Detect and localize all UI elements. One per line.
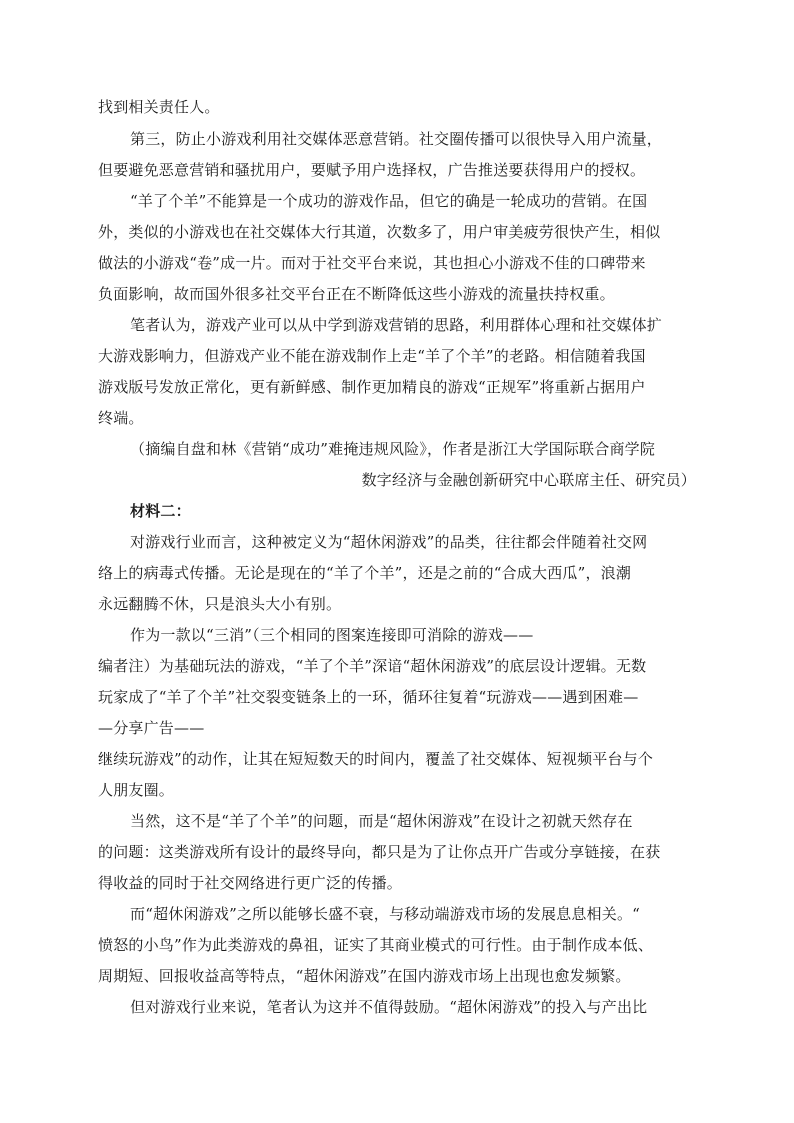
citation-line: 数字经济与金融创新研究中心联席主任、研究员） bbox=[361, 471, 696, 489]
text-line: 终端。 bbox=[98, 409, 144, 427]
text-line: 游戏版号发放正常化，更有新鲜感、制作更加精良的游戏“正规军”将重新占据用户 bbox=[98, 378, 646, 396]
text-line: 编者注）为基础玩法的游戏，“羊了个羊”深谙“超休闲游戏”的底层设计逻辑。无数 bbox=[98, 657, 647, 675]
text-line: 第三，防止小游戏利用社交媒体恶意营销。社交圈传播可以很快导入用户流量， bbox=[130, 130, 663, 148]
text-line: 做法的小游戏“卷”成一片。而对于社交平台来说，其也担心小游戏不佳的口碑带来 bbox=[98, 254, 646, 272]
text-line: 负面影响，故而国外很多社交平台正在不断降低这些小游戏的流量扶持权重。 bbox=[98, 285, 615, 303]
text-line: 笔者认为，游戏产业可以从中学到游戏营销的思路，利用群体心理和社交媒体扩 bbox=[130, 316, 663, 334]
text-line: 玩家成了“羊了个羊”社交裂变链条上的一环，循环往复着“玩游戏——遇到困难— bbox=[98, 688, 639, 706]
text-line: 对游戏行业而言，这种被定义为“超休闲游戏”的品类，往往都会伴随着社交网 bbox=[130, 533, 648, 551]
text-line: 得收益的同时于社交网络进行更广泛的传播。 bbox=[98, 874, 403, 892]
text-line: 愤怒的小鸟”作为此类游戏的鼻祖，证实了其商业模式的可行性。由于制作成本低、 bbox=[98, 936, 654, 954]
text-line: 人朋友圈。 bbox=[98, 781, 175, 799]
text-line: 当然，这不是“羊了个羊”的问题，而是“超休闲游戏”在设计之初就天然存在 bbox=[130, 812, 633, 830]
text-line: 作为一款以“三消”（三个相同的图案连接即可消除的游戏—— bbox=[130, 626, 534, 644]
text-line: 但要避免恶意营销和骚扰用户，要赋予用户选择权，广告推送要获得用户的授权。 bbox=[98, 161, 646, 179]
text-line: 外，类似的小游戏也在社交媒体大行其道，次数多了，用户审美疲劳很快产生，相似 bbox=[98, 223, 661, 241]
text-line: 的问题：这类游戏所有设计的最终导向，都只是为了让你点开广告或分享链接，在获 bbox=[98, 843, 661, 861]
text-line: 周期短、回报收益高等特点，“超休闲游戏”在国内游戏市场上出现也愈发频繁。 bbox=[98, 967, 631, 985]
text-line: 继续玩游戏”的动作，让其在短短数天的时间内，覆盖了社交媒体、短视频平台与个 bbox=[98, 750, 654, 768]
text-line: 而“超休闲游戏”之所以能够长盛不衰，与移动端游戏市场的发展息息相关。“ bbox=[130, 905, 641, 923]
text-line: 但对游戏行业来说，笔者认为这并不值得鼓励。“超休闲游戏”的投入与产出比 bbox=[130, 998, 648, 1016]
text-line: 大游戏影响力，但游戏产业不能在游戏制作上走“羊了个羊”的老路。相信随着我国 bbox=[98, 347, 646, 365]
text-line: “羊了个羊”不能算是一个成功的游戏作品，但它的确是一轮成功的营销。在国 bbox=[130, 192, 648, 210]
text-line: —分享广告—— bbox=[98, 719, 205, 737]
text-line: 络上的病毒式传播。无论是现在的“羊了个羊”，还是之前的“合成大西瓜”，浪潮 bbox=[98, 564, 632, 582]
citation-line: （摘编自盘和林《营销“成功”难掩违规风险》，作者是浙江大学国际联合商学院 bbox=[130, 440, 656, 458]
text-line: 永远翻腾不休，只是浪头大小有别。 bbox=[98, 595, 342, 613]
text-line: 找到相关责任人。 bbox=[98, 98, 220, 116]
section-heading: 材料二： bbox=[130, 502, 191, 520]
